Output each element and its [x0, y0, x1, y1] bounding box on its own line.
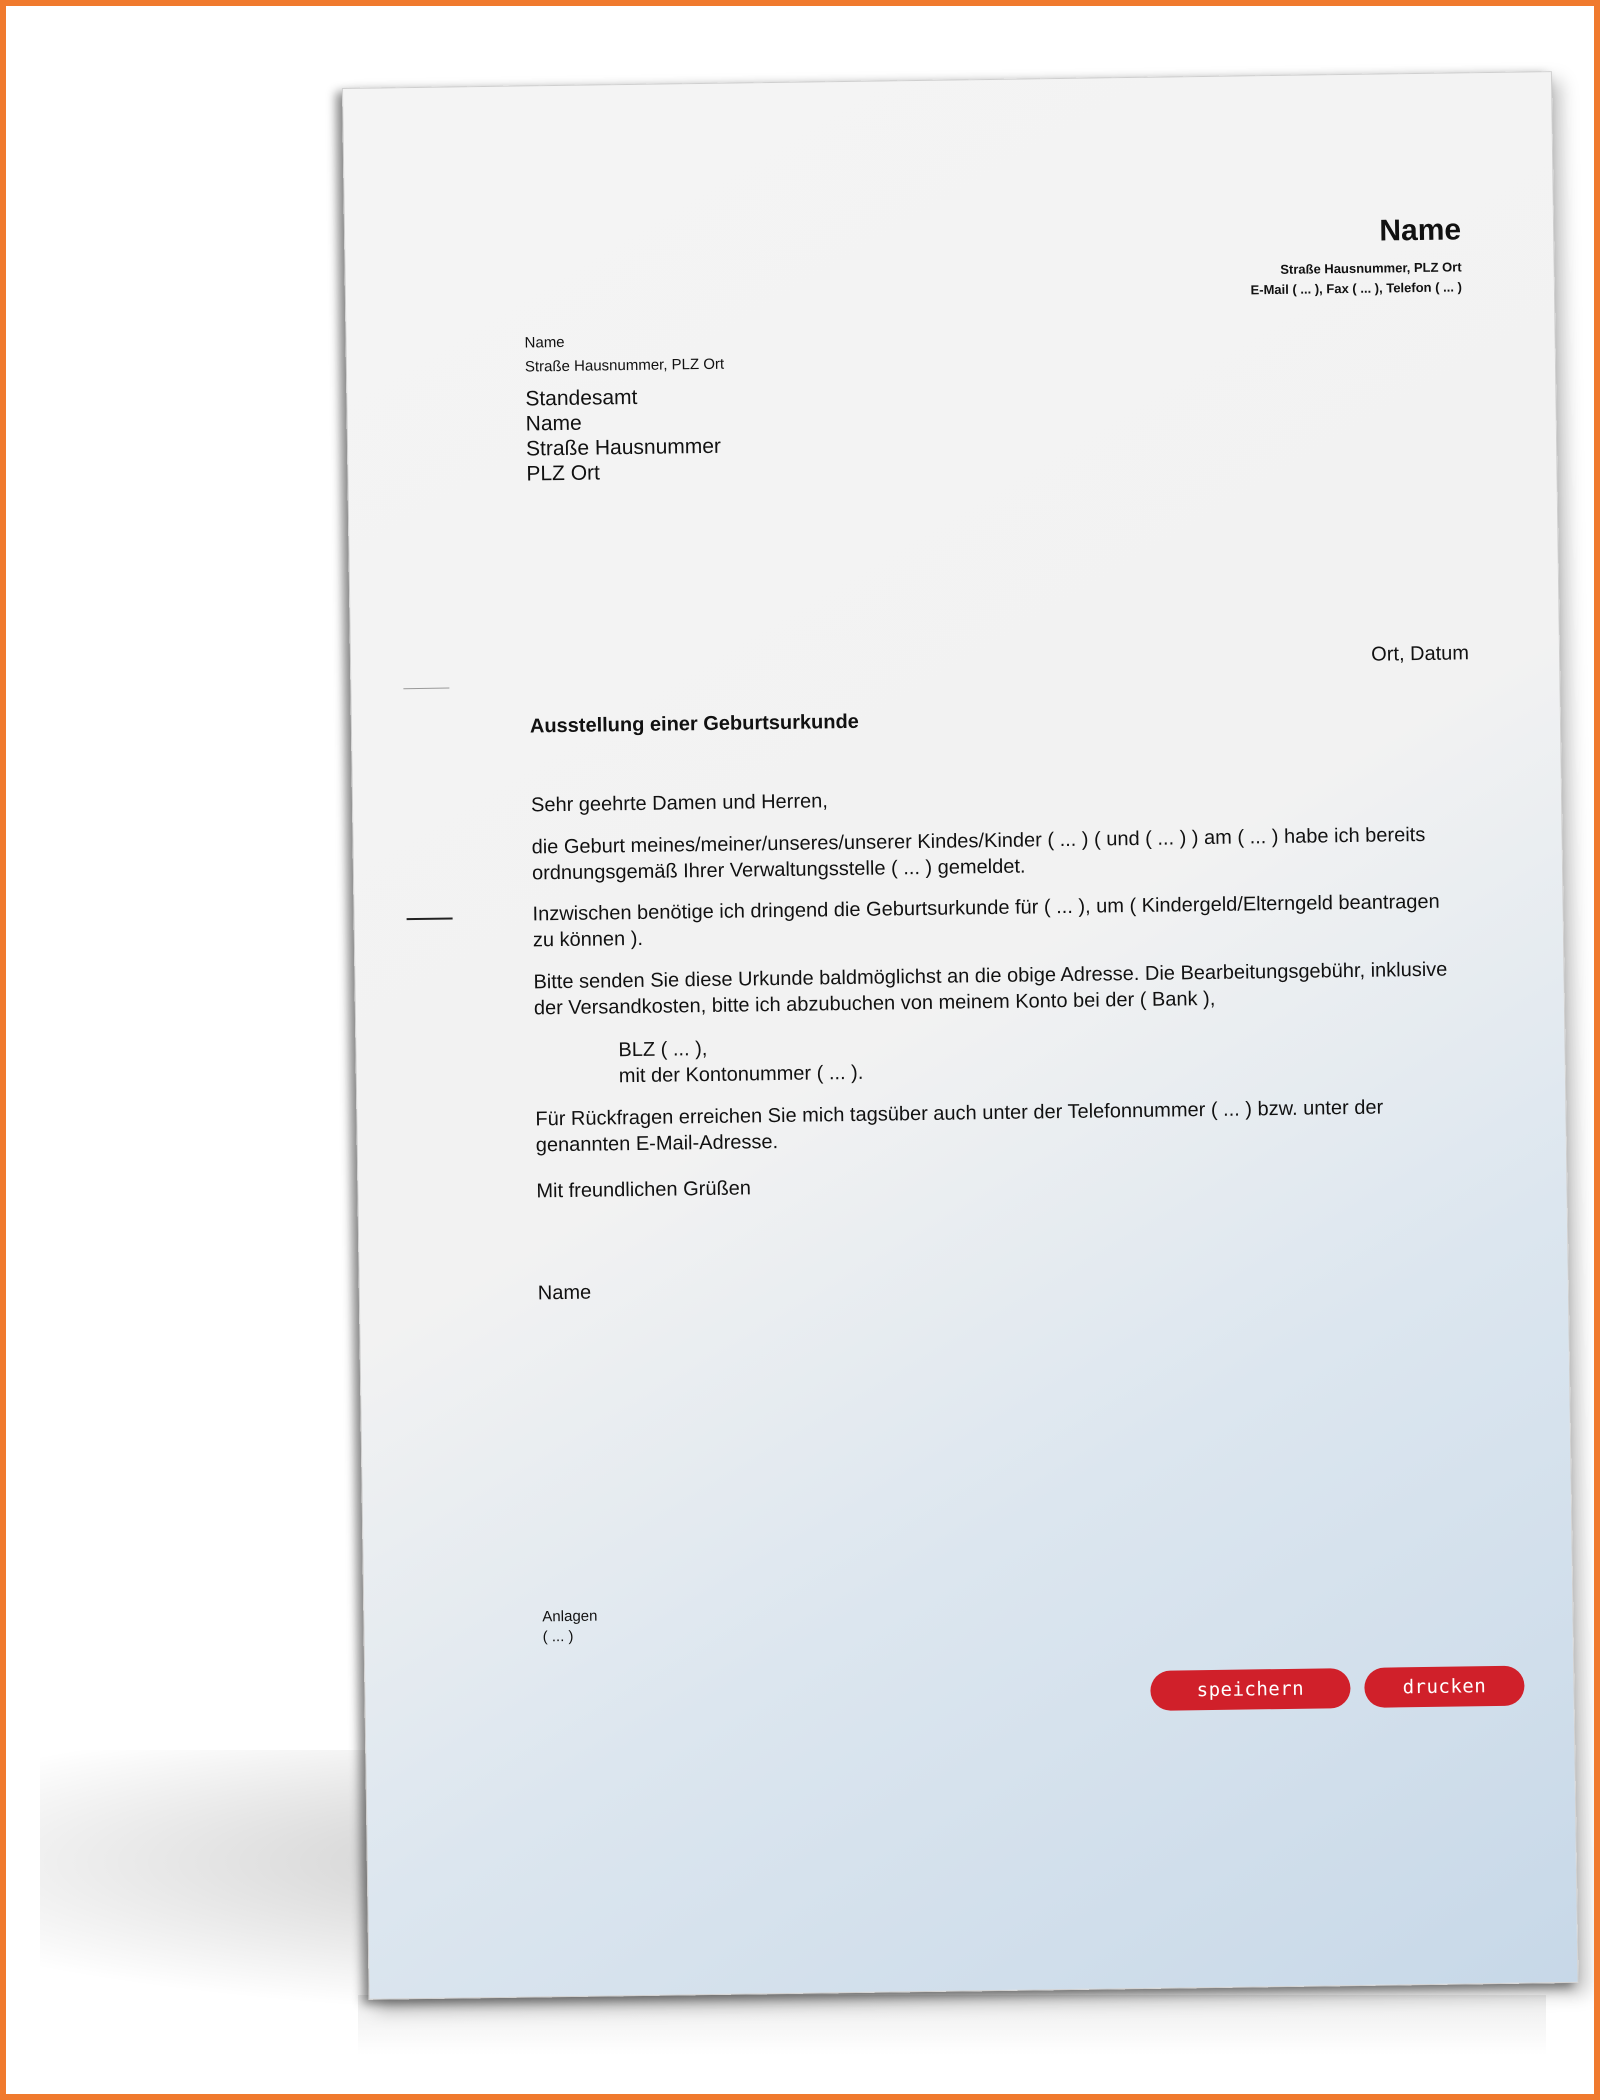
bank-line-2: mit der Kontonummer ( ... ).: [618, 1061, 864, 1088]
paragraph-1-line-2: ordnungsgemäß Ihrer Verwaltungsstelle ( ... ) gemeldet.: [531, 855, 1026, 885]
salutation: Sehr geehrte Damen und Herren,: [530, 790, 829, 817]
bank-line-1: BLZ ( ... ),: [618, 1037, 708, 1062]
paragraph-4-line-1: Für Rückfragen erreichen Sie mich tagsüber auch unter der Telefonnummer ( ... ) bzw. unter der: [535, 1096, 1384, 1131]
signature-name: Name: [537, 1281, 592, 1305]
paragraph-2-line-1: Inzwischen benötige ich dringend die Geburtsurkunde für ( ... ), um ( Kindergeld/Elterngeld beantragen: [532, 890, 1440, 926]
paragraph-3-line-2: der Versandkosten, bitte ich abzubuchen von meinem Konto bei der ( Bank ),: [533, 987, 1216, 1020]
place-date: Ort, Datum: [1371, 642, 1470, 666]
sender-line-name: Name: [524, 333, 565, 352]
save-button[interactable]: speichern: [1150, 1668, 1351, 1711]
subject-line: Ausstellung einer Geburtsurkunde: [529, 710, 860, 738]
recipient-line-2: Name: [525, 411, 582, 436]
recipient-line-4: PLZ Ort: [526, 461, 601, 486]
letterhead-name: Name: [1379, 213, 1462, 248]
paragraph-1-line-1: die Geburt meines/meiner/unseres/unserer Kindes/Kinder ( ... ) ( und ( ... ) ) am ( ... ) habe ich bereits: [531, 823, 1426, 859]
letterhead-address: Straße Hausnummer, PLZ Ort: [1280, 259, 1462, 277]
paragraph-3-line-1: Bitte senden Sie diese Urkunde baldmöglichst an die obige Adresse. Die Bearbeitungsgebühr, inklusive: [533, 958, 1448, 994]
print-button[interactable]: drucken: [1364, 1666, 1525, 1708]
attachments-label: Anlagen: [542, 1607, 598, 1626]
paragraph-4-line-2: genannten E-Mail-Adresse.: [535, 1131, 779, 1157]
attachments-value: ( ... ): [542, 1627, 574, 1646]
recipient-line-3: Straße Hausnummer: [525, 434, 722, 461]
recipient-line-1: Standesamt: [525, 385, 638, 411]
closing: Mit freundlichen Grüßen: [536, 1177, 752, 1203]
sender-line-address: Straße Hausnummer, PLZ Ort: [524, 355, 725, 376]
letterhead-contact: E-Mail ( ... ), Fax ( ... ), Telefon ( ... ): [1250, 279, 1462, 298]
paragraph-2-line-2: zu können ).: [532, 927, 644, 952]
